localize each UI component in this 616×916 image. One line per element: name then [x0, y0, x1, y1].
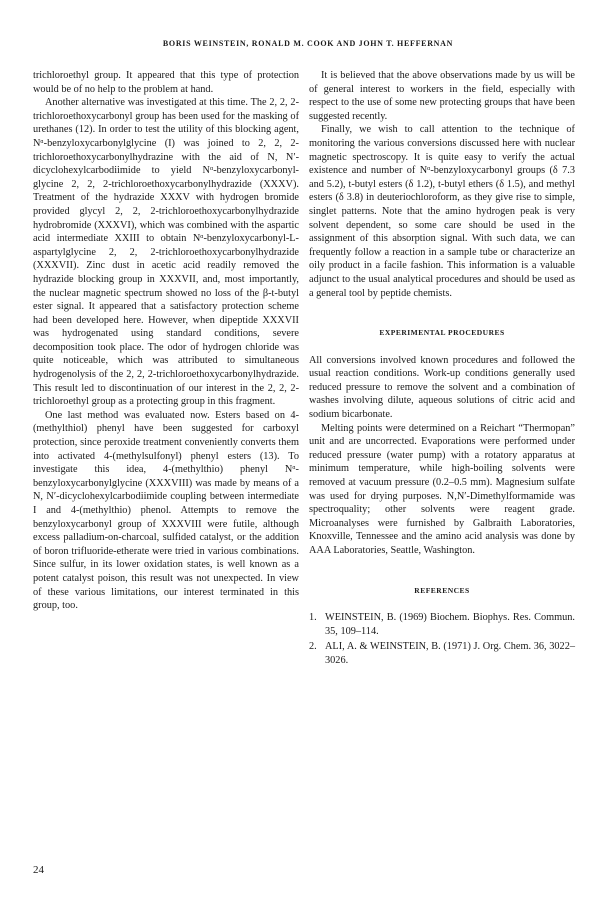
section-heading-experimental: EXPERIMENTAL PROCEDURES — [379, 328, 505, 338]
paragraph: All conversions involved known procedures and followed the usual reaction conditions. Work-up conditions generally used reduced pressure to remove the solvent and a combination of washes involving dilute, aqueous solutions of citric acid and sodium bicarbonate. — [309, 354, 575, 421]
running-header: BORIS WEINSTEIN, RONALD M. COOK AND JOHN T. HEFFERNAN — [162, 39, 454, 48]
reference-number: 2. — [309, 641, 317, 653]
reference-list — [309, 611, 575, 667]
reference-number: 1. — [309, 612, 317, 624]
paragraph: Finally, we wish to call attention to the technique of monitoring the various conversions discussed here with nuclear magnetic spectroscopy. It is quite easy to verify the actual existence and number of Nᵅ-benzyloxycarbonyl groups (δ 7.3 and 5.2), t-butyl esters (δ 1.2), t-butyl ethers (δ 1.5), and methyl esters (δ 3.8) in deuteriochloroform, as they give rise to simple, singlet patterns. Note that the amino hydrogen peak is very solvent dependent, so some care should be used in the assignment of this absorption signal. With such data, we can frequently follow a reaction in a sample tube or characterize an oily product in a facile fashion. This information is a valuable adjunct to the usual analytical procedures and should be used as a general tool by peptide chemists. — [309, 124, 575, 299]
left-column — [33, 69, 299, 613]
reference-item — [309, 640, 575, 667]
paragraph: It is believed that the above observations made by us will be of general interest to workers in the field, especially with respect to the use of some new protecting groups that have been suggested recently. — [309, 70, 575, 122]
reference-text: WEINSTEIN, B. (1969) Biochem. Biophys. Res. Commun. 35, 109–114. — [325, 612, 575, 637]
right-column — [309, 69, 575, 670]
reference-item — [309, 611, 575, 638]
page-number: 24 — [33, 864, 44, 876]
section-heading-references: REFERENCES — [414, 585, 470, 595]
paragraph: Melting points were determined on a Reichart “Thermopan” unit and are uncorrected. Evaporations were performed under reduced pressure (water pump) with a rotatory apparatus at minimum temperature, while high-boiling solvents were removed at vacuum pressure (0.2–0.5 mm). Magnesium sulfate was used for drying purposes. N,N′-Dimethylformamide was spectroquality; other solvents were reagent grade. Microanalyses were furnished by Galbraith Laboratories, Knoxville, Tennessee and the amino acid analysis was done by AAA Laboratories, Seattle, Washington. — [309, 422, 575, 556]
reference-text: ALI, A. & WEINSTEIN, B. (1971) J. Org. Chem. 36, 3022–3026. — [325, 641, 575, 666]
paragraph: trichloroethyl group. It appeared that this type of protection would be of no help to the problem at hand. — [33, 70, 299, 95]
paragraph: One last method was evaluated now. Esters based on 4-(methylthiol) phenyl have been suggested for carboxyl protection, since peroxide treatment conveniently converts them into activated 4-(methylsulfonyl) phenyl esters (13). To investigate this idea, 4-(methylthio) phenyl Nᵅ-benzyloxycarbonylglycine (XXXVIII) was made by means of a N, N′-dicyclohexylcarbodiimide coupling between intermediate I and 4-(methylthio) phenol. Attempts to remove the benzyloxycarbonyl group of XXXVIII were futile, although excess palladium-on-charcoal, sulfided catalyst, or the addition of boron trifluoride-etherate were tried in various combinations. Since sulfur, in its lower oxidation states, is well known as a potent catalyst poison, this result was not unexpected. In view of these various limitations, our interest terminated in this group, too. — [33, 409, 299, 612]
paragraph: Another alternative was investigated at this time. The 2, 2, 2-trichloroethoxycarbonyl group has been used for the masking of urethanes (12). In order to test the utility of this blocking agent, Nᵅ-benzyloxycarbonylglycine (I) was joined to 2, 2, 2-trichloroethoxycarbonylhydrazine with the aid of N, N′-dicyclohexylcarbodiimide to yield Nᵅ-benzyloxycarbonyl-glycine 2, 2, 2-trichloroethoxycarbonylhydrazide (XXXV). Treatment of the hydrazide XXXV with hydrogen bromide provided glycyl 2, 2, 2-trichloroethoxycarbonylhydrazide hydrobromide (XXXVI), which was combined with the aspartic acid intermediate XXIII to obtain Nᵅ-benzyloxycarbonyl-L-aspartylglycine 2, 2, 2-trichloroethoxycarbonylhydrazide (XXXVII). Zinc dust in acetic acid readily removed the hydrazide blocking group in XXXVII, and, most importantly, the nuclear magnetic spectrum showed no loss of the β-t-butyl ester signal. It appeared that a satisfactory protection scheme had been developed here. However, when dipeptide XXXVII was hydrogenated using standard conditions, severe decomposition took place. The odor of hydrogen chloride was quite noticeable, which was attributed to simultaneous hydrogenolysis of the 2, 2, 2-trichloroethoxycarbonylhydrazide. This result led to discontinuation of our interest in the 2, 2, 2-trichloroethyl group as a protecting group in this fragment. — [33, 97, 299, 408]
